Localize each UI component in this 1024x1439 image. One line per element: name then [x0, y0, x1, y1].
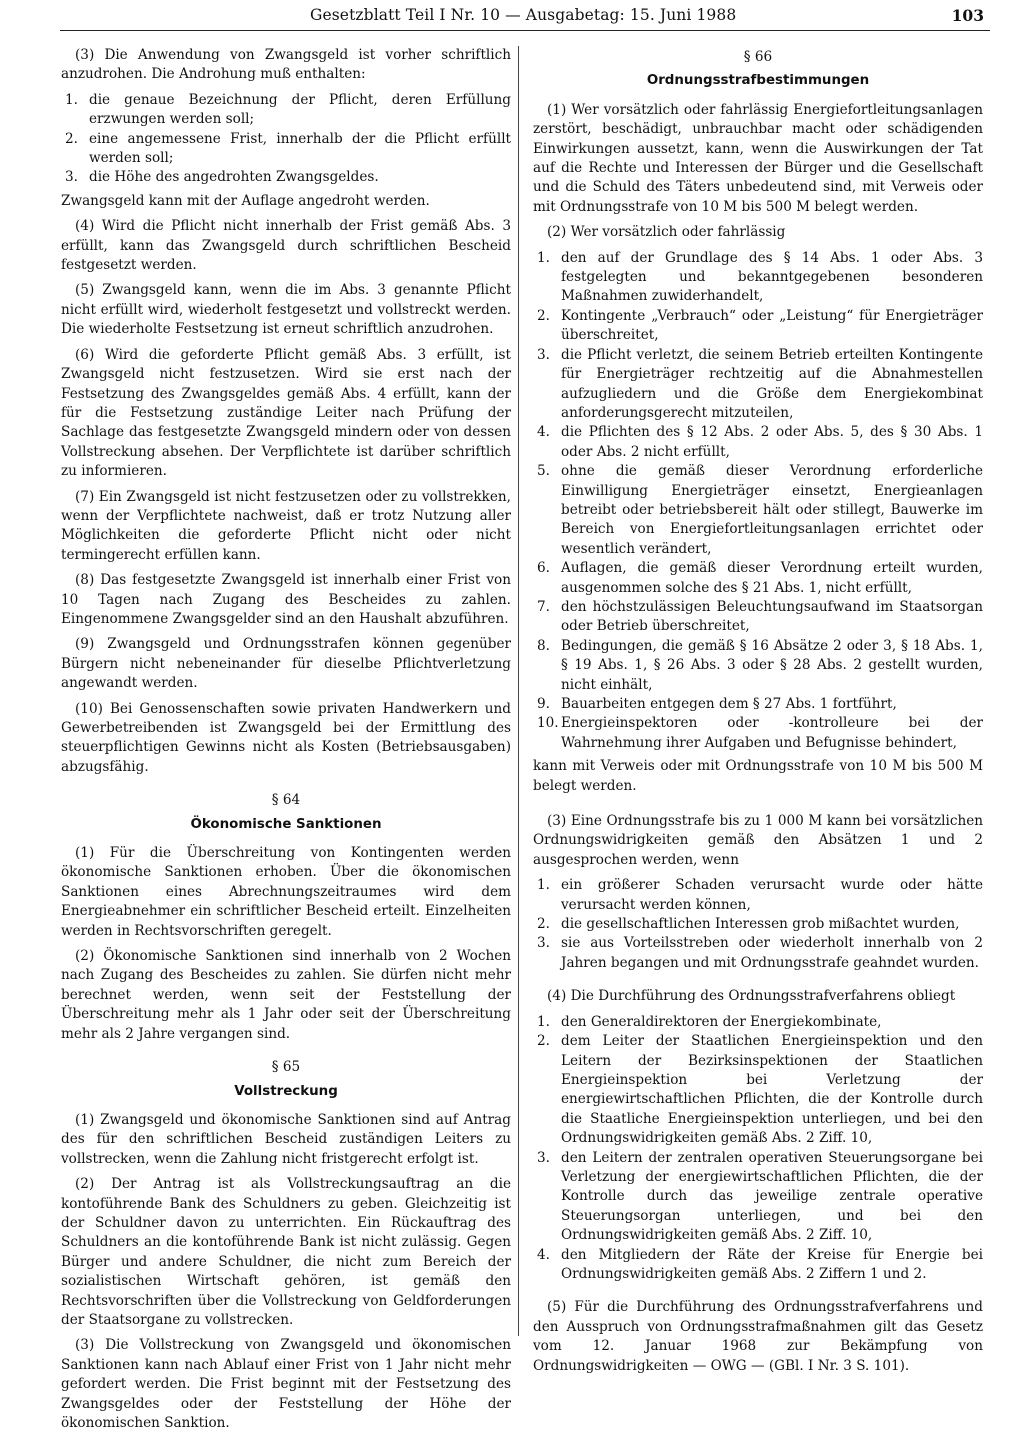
- section-number-65: § 65: [271, 1059, 301, 1076]
- paragraph-66-2-outro: kann mit Verweis oder mit Ordnungsstrafe von 10 M bis 500 M belegt werden.: [533, 758, 983, 794]
- list-item: 1. den Generaldirektoren der Energiekombinate,: [537, 1013, 882, 1030]
- paragraph-65-3: (3) Die Vollstreckung von Zwangsgeld und ökonomischen Sanktionen kann nach Ablauf einer Frist von 1 Jahr nicht mehr gefordert werden. Die Frist beginnt mit der Festsetzung des Zwangsgeldes oder der Feststellung der Höhe der ökonomischen Sanktion.: [61, 1337, 511, 1431]
- list-item: 7. den höchstzulässigen Beleuchtungsaufwand im Staatsorgan oder Betrieb überschreitet,: [537, 598, 983, 635]
- page-header: [30, 6, 990, 36]
- list-item: 3. sie aus Vorteilsstreben oder wiederholt innerhalb von 2 Jahren begangen und mit Ordnungsstrafe geahndet wurden.: [537, 935, 983, 971]
- list-item: 4. die Pflichten des § 12 Abs. 2 oder Abs. 5, des § 30 Abs. 1 oder Abs. 2 nicht erfüllt,: [537, 424, 983, 460]
- paragraph-65-2: (2) Der Antrag ist als Vollstreckungsauftrag an die kontoführende Bank des Schuldners zu geben. Gleichzeitig ist der Schuldner davon zu unterrichten. Ein Rückauftrag des Schuldners an die kontoführende Bank ist nicht zulässig. Gegen Bürger und andere Schuldner, die nicht zum Bereich der sozialistischen Wirtschaft gehören, ist gemäß den Rechtsvorschriften über die Vollstreckung von Geldforderungen der Staatsorgane zu vollstrecken.: [61, 1176, 511, 1328]
- list-item: 5. ohne die gemäß dieser Verordnung erforderliche Einwilligung Energieträger einsetzt, Energieanlagen betreibt oder betriebsbereit hält oder stillegt, Bauwerke im Bereich von Energiefortleitungsanlagen errichtet oder wesentlich verändert,: [537, 463, 983, 557]
- list-item: 6. Auflagen, die gemäß dieser Verordnung erteilt wurden, ausgenommen solche des § 21 Abs. 1, nicht erfüllt,: [537, 560, 983, 596]
- list-item: 1. den auf der Grundlage des § 14 Abs. 1 oder Abs. 3 festgelegten und bekanntgegebenen besonderen Maßnahmen zuwiderhandelt,: [537, 249, 983, 305]
- list-item: 3. den Leitern der zentralen operativen Steuerungsorgane bei Verletzung der energiewirtschaftlichen Pflichten, die der Kontrolle durch das jeweilige zentrale operative Steuerungsorgan unterliegen, und bei den Ordnungswidrigkeiten gemäß Abs. 2 Ziff. 10,: [537, 1149, 983, 1244]
- page-number: 103: [951, 6, 984, 25]
- paragraph-63-10: (10) Bei Genossenschaften sowie privaten Handwerkern und Gewerbetreibenden ist Zwangsgeld bei der Ermittlung des steuerpflichtigen Gewinns nicht als Kosten (Betriebsausgaben) abzugsfähig.: [61, 700, 511, 775]
- section-number-66: § 66: [743, 49, 773, 65]
- list-item: 8. Bedingungen, die gemäß § 16 Absätze 2 oder 3, § 18 Abs. 1, § 19 Abs. 1, § 26 Abs. 3 oder § 28 Abs. 2 gestellt wurden, nicht einhält,: [537, 637, 983, 693]
- paragraph-63-3-intro: (3) Die Anwendung von Zwangsgeld ist vorher schriftlich anzudrohen. Die Androhung muß enthalten:: [61, 47, 511, 83]
- column-divider: [518, 46, 519, 1336]
- list-63-3: [61, 91, 511, 188]
- list-item: 1. die genaue Bezeichnung der Pflicht, deren Erfüllung erzwungen werden soll;: [65, 91, 511, 128]
- header-rule: [60, 30, 990, 31]
- paragraph-63-9: (9) Zwangsgeld und Ordnungsstrafen können gegenüber Bürgern nicht nebeneinander für dieselbe Pflichtverletzung angewandt werden.: [61, 636, 511, 692]
- list-item: 2. dem Leiter der Staatlichen Energieinspektion und den Leitern der Bezirksinspektionen der Staatlichen Energieinspektion bei Verletzung der energiewirtschaftlichen Pflichten, die der Kontrolle durch die Staatliche Energieinspektion unterliegen, und bei den Ordnungswidrigkeiten gemäß Abs. 2 Ziff. 10,: [537, 1033, 983, 1147]
- list-item: 2. die gesellschaftlichen Interessen grob mißachtet wurden,: [537, 916, 960, 933]
- list-item: 9. Bauarbeiten entgegen dem § 27 Abs. 1 fortführt,: [537, 696, 897, 712]
- list-item: 1. ein größerer Schaden verursacht wurde oder hätte verursacht werden können,: [537, 877, 983, 913]
- section-title-65: Vollstreckung: [234, 1083, 338, 1099]
- paragraph-63-5: (5) Zwangsgeld kann, wenn die im Abs. 3 genannte Pflicht nicht erfüllt wird, wiederholt festgesetzt und vollstreckt werden. Die wiederholte Festsetzung ist erneut schriftlich anzudrohen.: [61, 282, 511, 338]
- list-66-2: [533, 249, 983, 754]
- left-column: [61, 46, 511, 1439]
- paragraph-63-4: (4) Wird die Pflicht nicht innerhalb der Frist gemäß Abs. 3 erfüllt, kann das Zwangsgeld durch schriftlichen Bescheid festgesetzt werden.: [61, 218, 511, 274]
- paragraph-66-2-intro: (2) Wer vorsätzlich oder fahrlässig: [547, 224, 786, 241]
- paragraph-63-8: (8) Das festgesetzte Zwangsgeld ist innerhalb einer Frist von 10 Tagen nach Zugang des Bescheides zu zahlen. Eingenommene Zwangsgelder sind an den Haushalt abzuführen.: [61, 572, 511, 627]
- list-66-3: [533, 876, 983, 973]
- section-number-64: § 64: [271, 792, 301, 809]
- paragraph-66-1: (1) Wer vorsätzlich oder fahrlässig Energiefortleitungsanlagen zerstört, beschädigt, unbrauchbar macht oder schädigenden Einwirkungen aussetzt, kann, wenn die Auswirkungen der Tat auf die Rechte und Interessen der Bürger und die Gesellschaft und die Schuld des Täters unbedeutend sind, mit Verweis oder mit Ordnungsstrafe von 10 M bis 500 M belegt werden.: [533, 101, 983, 215]
- paragraph-63-3-outro: Zwangsgeld kann mit der Auflage angedroht werden.: [61, 192, 430, 209]
- paragraph-64-2: (2) Ökonomische Sanktionen sind innerhalb von 2 Wochen nach Zugang des Bescheides zu zahlen. Sie dürfen nicht mehr berechnet werden, wenn seit der Feststellung der Überschreitung mehr als 1 Jahr oder seit der Überschreitung mehr als 2 Jahre vergangen sind.: [61, 948, 511, 1042]
- list-item: 2. Kontingente „Verbrauch“ oder „Leistung“ für Energieträger überschreitet,: [537, 307, 983, 344]
- paragraph-64-1: (1) Für die Überschreitung von Kontingenten werden ökonomische Sanktionen erhoben. Über die ökonomischen Sanktionen eines Abrechnungszeitraumes wird dem Energieabnehmer ein schriftlicher Bescheid erteilt. Einzelheiten werden in Rechtsvorschriften geregelt.: [61, 845, 511, 939]
- list-item: 4. den Mitgliedern der Räte der Kreise für Energie bei Ordnungswidrigkeiten gemäß Abs. 2 Ziffern 1 und 2.: [537, 1246, 983, 1282]
- list-item: 10. Energieinspektoren oder -kontrolleure bei der Wahrnehmung ihrer Aufgaben und Befugnisse behindert,: [537, 715, 983, 751]
- list-66-4: [533, 1013, 983, 1285]
- paragraph-66-5: (5) Für die Durchführung des Ordnungsstrafverfahrens und den Ausspruch von Ordnungsstrafmaßnahmen gilt das Gesetz vom 12. Januar 1968 zur Bekämpfung von Ordnungswidrigkeiten — OWG — (GBl. I Nr. 3 S. 101).: [533, 1299, 983, 1374]
- right-column: [533, 46, 983, 1382]
- list-item: 2. eine angemessene Frist, innerhalb der die Pflicht erfüllt werden soll;: [65, 130, 511, 167]
- section-title-64: Ökonomische Sanktionen: [190, 816, 382, 832]
- section-title-66: Ordnungsstrafbestimmungen: [646, 73, 870, 89]
- list-item: 3. die Höhe des angedrohten Zwangsgeldes.: [65, 169, 379, 186]
- gazette-title: Gesetzblatt Teil I Nr. 10 — Ausgabetag: 15. Juni 1988: [310, 6, 737, 24]
- paragraph-63-7: (7) Ein Zwangsgeld ist nicht festzusetzen oder zu vollstrekken, wenn der Verpflichtete nachweist, daß er trotz Nutzung aller Möglichkeiten die geforderte Pflicht nicht oder nicht termingerecht erfüllen kann.: [61, 488, 511, 563]
- paragraph-63-6: (6) Wird die geforderte Pflicht gemäß Abs. 3 erfüllt, ist Zwangsgeld nicht festzusetzen. Wird sie erst nach der Festsetzung des Zwangsgeldes gemäß Abs. 4 erfüllt, kann der für die Festsetzung zuständige Leiter nach Prüfung der Sachlage das festgesetzte Zwangsgeld mindern oder von dessen Vollstreckung absehen. Der Verpflichtete ist darüber schriftlich zu informieren.: [61, 346, 511, 480]
- paragraph-66-3-intro: (3) Eine Ordnungsstrafe bis zu 1 000 M kann bei vorsätzlichen Ordnungswidrigkeiten gemäß den Absätzen 1 und 2 ausgesprochen werden, wenn: [533, 813, 983, 868]
- paragraph-65-1: (1) Zwangsgeld und ökonomische Sanktionen sind auf Antrag des für den schriftlichen Bescheid zuständigen Leiters zu vollstrecken, wenn die Zahlung nicht fristgerecht erfolgt ist.: [61, 1111, 511, 1167]
- paragraph-66-4-intro: (4) Die Durchführung des Ordnungsstrafverfahrens obliegt: [547, 988, 956, 1005]
- list-item: 3. die Pflicht verletzt, die seinem Betrieb erteilten Kontingente für Energieträger rechtzeitig auf die Abnahmestellen aufzugliedern und die Größe dem Energiekombinat anforderungsgerecht mitzuteilen,: [537, 346, 983, 421]
